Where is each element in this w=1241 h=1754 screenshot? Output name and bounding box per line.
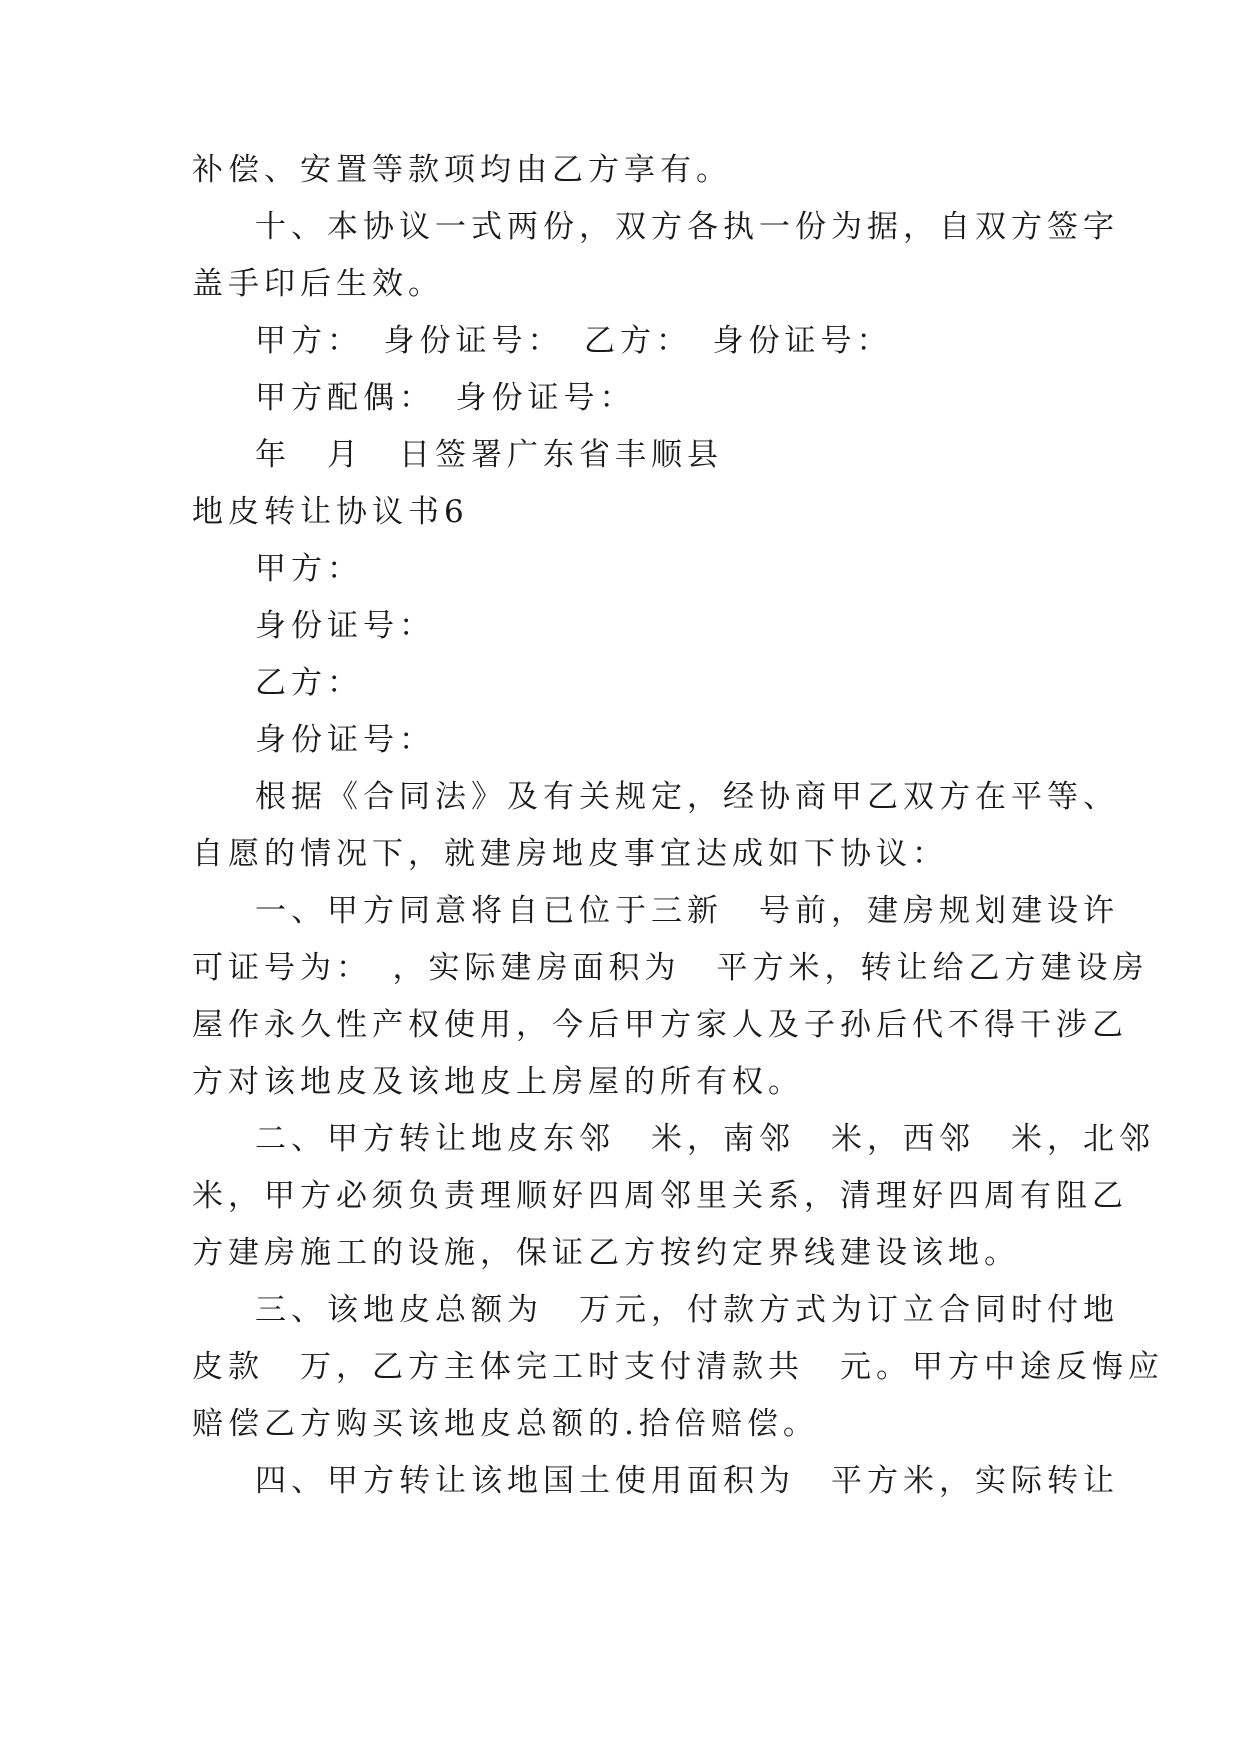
clause-1-line-3: 屋作永久性产权使用，今后甲方家人及子孙后代不得干涉乙 bbox=[192, 1007, 1128, 1043]
clause-10-line-1: 十、本协议一式两份，双方各执一份为据，自双方签字 bbox=[255, 209, 1119, 245]
party-a-id-label: 身份证号： bbox=[255, 608, 435, 644]
clause-3-line-1: 三、该地皮总额为 万元，付款方式为订立合同时付地 bbox=[255, 1292, 1119, 1328]
party-b-id-label: 身份证号： bbox=[255, 722, 435, 758]
clause-2-line-3: 方建房施工的设施，保证乙方按约定界线建设该地。 bbox=[192, 1235, 1020, 1271]
clause-10-line-2: 盖手印后生效。 bbox=[192, 266, 444, 302]
signature-line-spouse: 甲方配偶： 身份证号： bbox=[255, 380, 636, 416]
clause-2-line-1: 二、甲方转让地皮东邻 米，南邻 米，西邻 米，北邻 bbox=[255, 1121, 1155, 1157]
section-title: 地皮转让协议书6 bbox=[192, 494, 469, 530]
clause-3-line-3: 赔偿乙方购买该地皮总额的.拾倍赔偿。 bbox=[192, 1406, 819, 1442]
preamble-line-2: 自愿的情况下，就建房地皮事宜达成如下协议： bbox=[192, 836, 948, 872]
clause-3-line-2: 皮款 万，乙方主体完工时支付清款共 元。甲方中途反悔应 bbox=[192, 1349, 1164, 1385]
clause-1-line-4: 方对该地皮及该地皮上房屋的所有权。 bbox=[192, 1064, 804, 1100]
clause-1-line-1: 一、甲方同意将自已位于三新 号前，建房规划建设许 bbox=[255, 893, 1119, 929]
clause-2-line-2: 米，甲方必须负责理顺好四周邻里关系，清理好四周有阻乙 bbox=[192, 1178, 1128, 1214]
clause-1-line-2: 可证号为： ，实际建房面积为 平方米，转让给乙方建设房 bbox=[192, 950, 1149, 986]
clause-4-line-1: 四、甲方转让该地国土使用面积为 平方米，实际转让 bbox=[255, 1463, 1119, 1499]
signing-date-place: 年 月 日签署广东省丰顺县 bbox=[255, 437, 723, 473]
party-a-label: 甲方： bbox=[255, 551, 363, 587]
text-line-1: 补偿、安置等款项均由乙方享有。 bbox=[192, 152, 732, 188]
signature-line-parties: 甲方： 身份证号： 乙方： 身份证号： bbox=[255, 323, 893, 359]
party-b-label: 乙方： bbox=[255, 665, 363, 701]
preamble-line-1: 根据《合同法》及有关规定，经协商甲乙双方在平等、 bbox=[255, 779, 1119, 815]
